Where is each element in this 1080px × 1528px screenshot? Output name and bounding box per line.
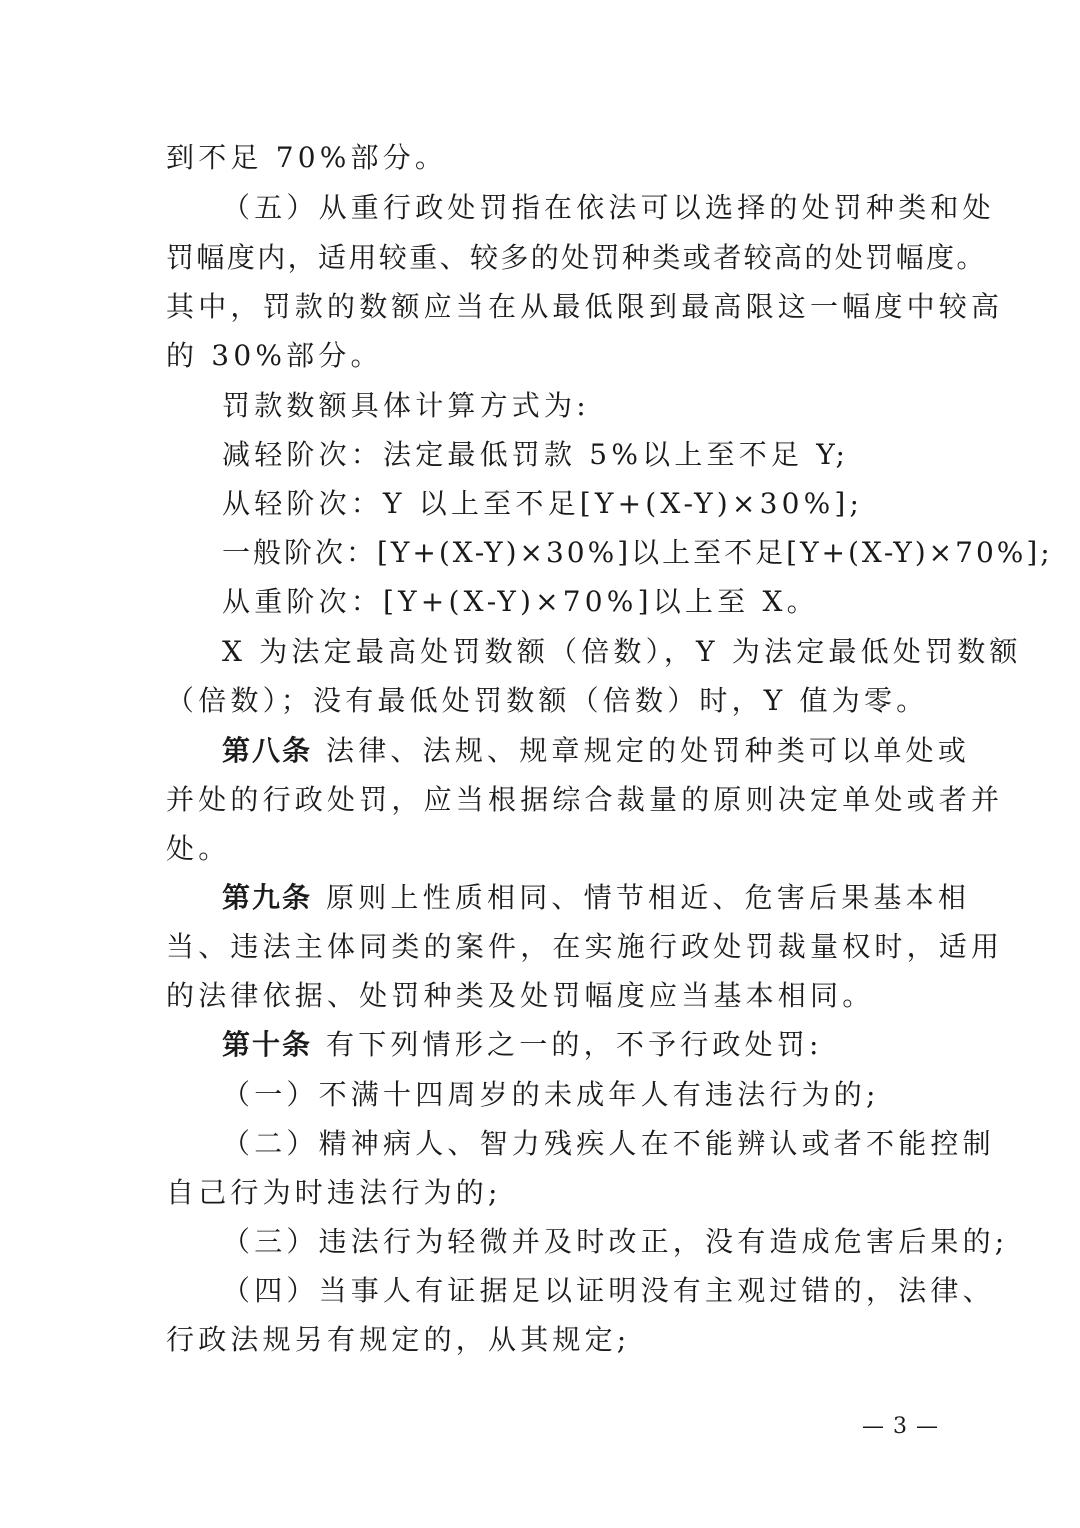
paragraph-line: 的 30%部分。 <box>166 339 383 372</box>
article-heading: 第九条 <box>222 881 313 914</box>
paragraph-line: 并处的行政处罚，应当根据综合裁量的原则决定单处或者并 <box>166 783 1004 816</box>
paragraph-line: 到不足 70%部分。 <box>166 141 448 174</box>
article-heading: 第十条 <box>222 1028 313 1061</box>
formula-line: 从轻阶次：Y 以上至不足[Y+(X-Y)×30%]; <box>222 487 864 520</box>
page-number: — 3 — <box>862 1414 939 1439</box>
paragraph-line: 罚款数额具体计算方式为: <box>222 389 590 422</box>
paragraph-line: X 为法定最高处罚数额（倍数），Y 为法定最低处罚数额 <box>222 635 1022 668</box>
formula-line: 从重阶次：[Y+(X-Y)×70%]以上至 X。 <box>222 585 819 618</box>
formula-line: 一般阶次：[Y+(X-Y)×30%]以上至不足[Y+(X-Y)×70%]; <box>222 536 1053 569</box>
formula-line: 减轻阶次：法定最低罚款 5%以上至不足 Y; <box>222 438 850 471</box>
list-item: （三）违法行为轻微并及时改正，没有造成危害后果的; <box>222 1225 1009 1258</box>
article-heading: 第八条 <box>222 734 313 767</box>
article-ten <box>222 1025 823 1065</box>
paragraph-line: （倍数）；没有最低处罚数额（倍数）时，Y 值为零。 <box>166 684 929 717</box>
article-text: 有下列情形之一的，不予行政处罚: <box>326 1028 823 1061</box>
paragraph-line: 处。 <box>166 832 231 865</box>
list-item-continuation: 自己行为时违法行为的; <box>166 1176 502 1209</box>
article-nine <box>222 878 970 918</box>
paragraph-line: 其中，罚款的数额应当在从最低限到最高限这一幅度中较高 <box>166 290 1004 323</box>
paragraph-line: （五）从重行政处罚指在依法可以选择的处罚种类和处 <box>222 191 995 224</box>
list-item: （二）精神病人、智力残疾人在不能辨认或者不能控制 <box>222 1127 995 1160</box>
paragraph-line: 罚幅度内，适用较重、较多的处罚种类或者较高的处罚幅度。 <box>166 241 987 274</box>
paragraph-line: 的法律依据、处罚种类及处罚幅度应当基本相同。 <box>166 979 875 1012</box>
article-eight <box>222 731 970 771</box>
paragraph-line: 当、违法主体同类的案件，在实施行政处罚裁量权时，适用 <box>166 930 1004 963</box>
article-text: 法律、法规、规章规定的处罚种类可以单处或 <box>326 734 971 767</box>
list-item: （四）当事人有证据足以证明没有主观过错的，法律、 <box>222 1274 995 1307</box>
list-item: （一）不满十四周岁的未成年人有违法行为的; <box>222 1078 880 1111</box>
list-item-continuation: 行政法规另有规定的，从其规定; <box>166 1323 631 1356</box>
article-text: 原则上性质相同、情节相近、危害后果基本相 <box>326 881 971 914</box>
